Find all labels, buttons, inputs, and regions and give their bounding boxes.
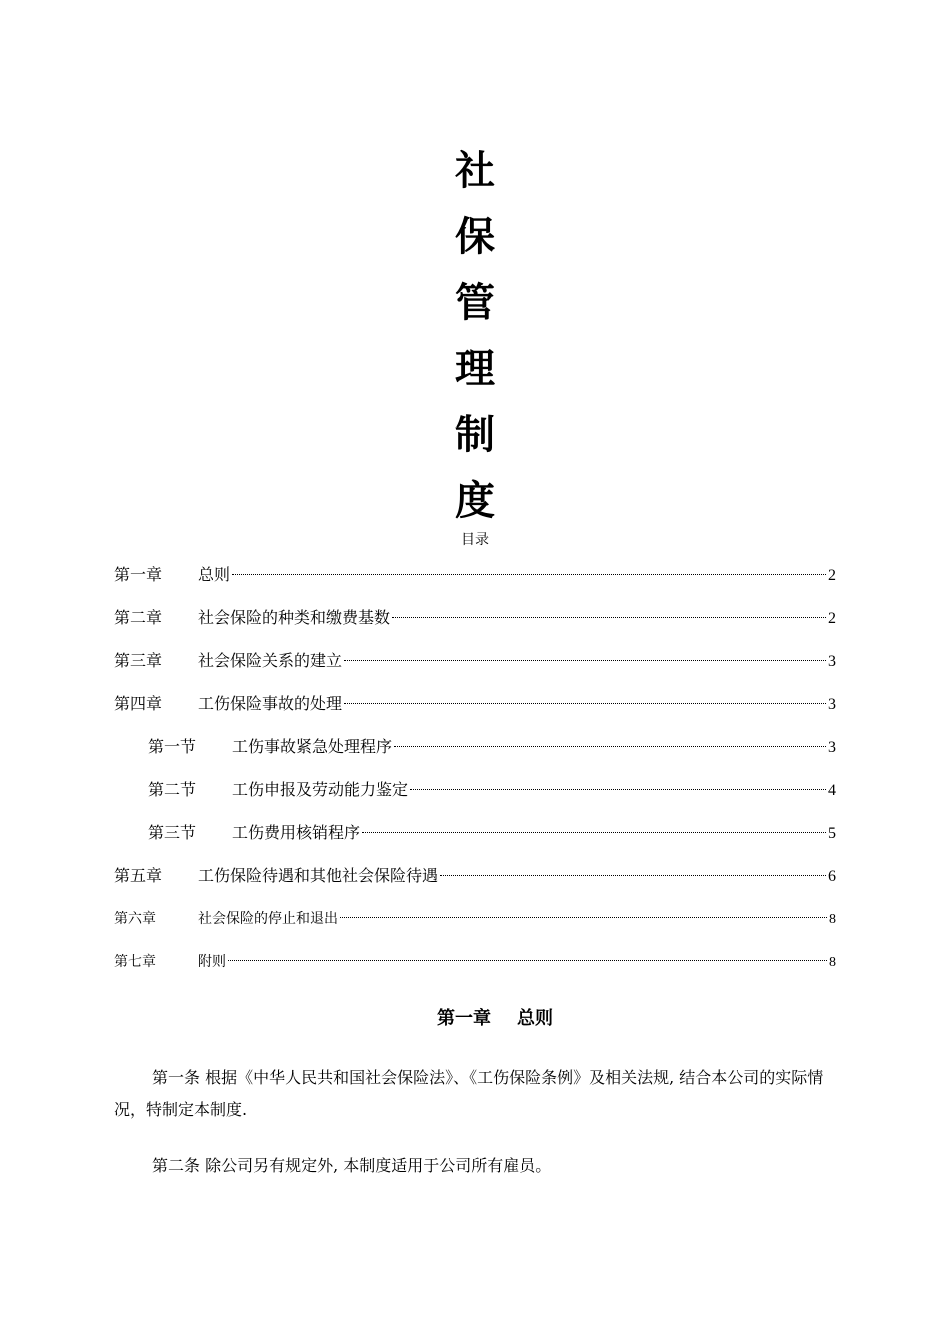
- toc-label: 目录: [461, 532, 489, 548]
- toc-entry[interactable]: [114, 947, 836, 990]
- toc-entry-number: 第三章: [114, 651, 163, 670]
- title-char: 保: [455, 214, 495, 260]
- toc-entry-number: 第一章: [114, 565, 163, 584]
- toc-entry-number: 第二章: [114, 608, 163, 627]
- toc-entry-title: 社会保险的停止和退出: [198, 911, 338, 927]
- title-char: 管: [455, 280, 495, 326]
- toc-entry-title: 社会保险的种类和缴费基数: [198, 608, 391, 627]
- toc-leader-dots: [232, 574, 826, 575]
- title-char: 度: [455, 478, 495, 524]
- toc-entry[interactable]: [114, 904, 836, 947]
- toc-entry-title: 总则: [198, 565, 231, 584]
- toc-entry-title: 工伤费用核销程序: [232, 823, 361, 842]
- toc-entry-page: 3: [828, 696, 836, 713]
- toc-entry-page: 4: [828, 782, 836, 799]
- toc-leader-dots: [440, 875, 826, 876]
- article-paragraph: 第二条 除公司另有规定外, 本制度适用于公司所有雇员。: [152, 1156, 552, 1175]
- toc-entry-title: 工伤保险待遇和其他社会保险待遇: [198, 866, 439, 885]
- title-char: 制: [455, 412, 495, 458]
- chapter-number: 第一章: [437, 1008, 491, 1029]
- table-of-contents: [114, 560, 836, 990]
- article-paragraph: 第一条 根据《中华人民共和国社会保险法》、《工伤保险条例》及相关法规, 结合本公司的实际情况，特制定本制度.: [114, 1068, 824, 1119]
- title-char: 社: [455, 148, 495, 194]
- toc-entry-number: 第三节: [148, 823, 197, 842]
- toc-leader-dots: [228, 960, 827, 961]
- toc-leader-dots: [340, 917, 827, 918]
- toc-entry-number: 第五章: [114, 866, 163, 885]
- chapter-heading: [0, 1004, 950, 1030]
- toc-entry-page: 3: [828, 653, 836, 670]
- toc-subentry[interactable]: [114, 775, 836, 818]
- toc-entry-page: 8: [829, 955, 836, 970]
- toc-entry-number: 第一节: [148, 737, 197, 756]
- toc-entry-page: 3: [828, 739, 836, 756]
- toc-entry[interactable]: [114, 689, 836, 732]
- toc-subentry[interactable]: [114, 818, 836, 861]
- toc-entry-page: 8: [829, 912, 836, 927]
- toc-entry-number: 第二节: [148, 780, 197, 799]
- toc-leader-dots: [344, 660, 826, 661]
- title-char: 理: [455, 346, 495, 392]
- toc-leader-dots: [394, 746, 826, 747]
- toc-entry-title: 工伤保险事故的处理: [198, 694, 343, 713]
- toc-entry-page: 6: [828, 868, 836, 885]
- toc-entry-page: 5: [828, 825, 836, 842]
- document-title: [0, 138, 950, 534]
- toc-entry[interactable]: [114, 603, 836, 646]
- toc-subentry[interactable]: [114, 732, 836, 775]
- toc-entry-number: 第七章: [114, 954, 156, 970]
- toc-leader-dots: [392, 617, 826, 618]
- toc-entry[interactable]: [114, 560, 836, 603]
- toc-entry-number: 第四章: [114, 694, 163, 713]
- toc-entry-number: 第六章: [114, 911, 156, 927]
- toc-leader-dots: [410, 789, 826, 790]
- toc-entry-title: 社会保险关系的建立: [198, 651, 343, 670]
- toc-leader-dots: [344, 703, 826, 704]
- toc-leader-dots: [362, 832, 826, 833]
- toc-entry[interactable]: [114, 646, 836, 689]
- chapter-title: 总则: [517, 1008, 553, 1029]
- toc-entry-title: 附则: [198, 954, 226, 970]
- toc-entry-page: 2: [828, 567, 836, 584]
- toc-entry[interactable]: [114, 861, 836, 904]
- toc-entry-title: 工伤事故紧急处理程序: [232, 737, 393, 756]
- toc-entry-page: 2: [828, 610, 836, 627]
- toc-entry-title: 工伤申报及劳动能力鉴定: [232, 780, 409, 799]
